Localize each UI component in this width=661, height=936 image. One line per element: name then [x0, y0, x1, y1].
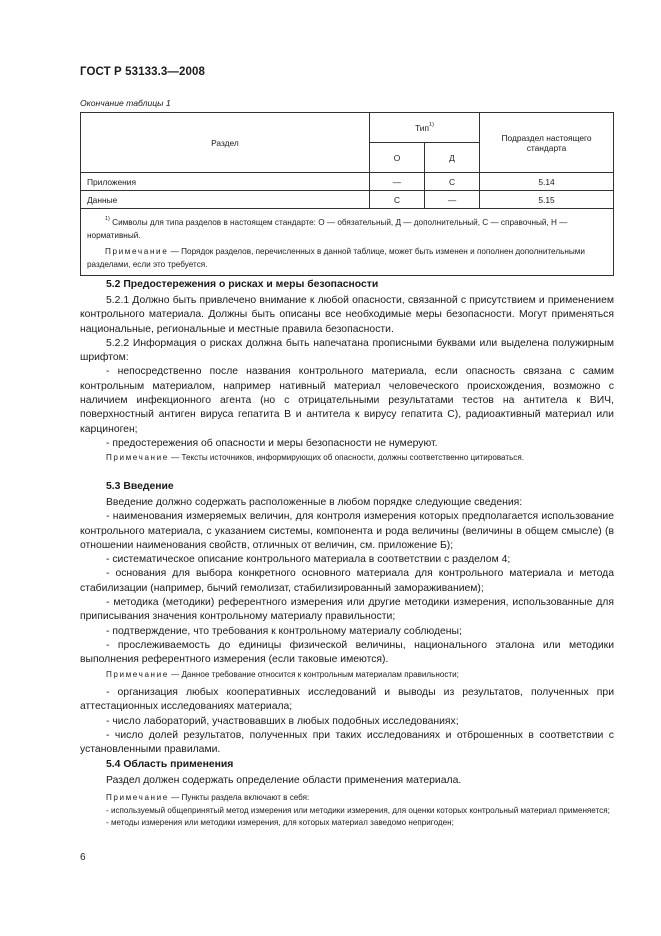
table-footnote-cell [81, 209, 614, 276]
list-item: - прослеживаемость до единицы физической величины, национального эталона или методики выполнения референтного измерения (если таковые имеются). [80, 639, 614, 666]
list-item: - непосредственно после названия контрольного материала, если опасность связана с самим контрольным материалом, например нативный материал человеческого происхождения, возможно с наличием инфекционного агента (но с отрицательными результатами тестов на антитела к ВИЧ, поверхностный антиген вируса гепатита В и антитела к вирусу гепатита С), радиоактивный материал или карциноген; [80, 366, 614, 435]
list-item: - подтверждение, что требования к контрольному материалу соблюдены; [106, 625, 462, 637]
list-item: - число долей результатов, полученных при таких исследованиях и отброшенных в соответствии с установленными правилами. [80, 729, 614, 756]
table-note: Примечание — Порядок разделов, перечисленных в данной таблице, может быть изменен и пополнен дополнительными разделами, если это требуется. [87, 247, 585, 269]
page-number: 6 [80, 852, 86, 863]
paragraph: Раздел должен содержать определение области применения материала. [106, 775, 462, 786]
section-5-3-body-cont [80, 686, 614, 757]
paragraph: Введение должно содержать расположенные в любом порядке следующие сведения: [106, 497, 523, 508]
note-5-3: Примечание — Данное требование относится к контрольным материалам правильности; [106, 670, 459, 679]
table-row [81, 173, 614, 191]
row-subsection: 5.15 [480, 191, 614, 209]
table-row [81, 191, 614, 209]
row-d: С [425, 173, 480, 191]
note-5-2: Примечание — Тексты источников, информирующих об опасности, должны соответственно цитироваться. [106, 453, 524, 462]
section-heading-5-4: 5.4 Область применения [106, 759, 234, 770]
list-item: - предостережения об опасности и меры безопасности не нумеруют. [106, 437, 438, 449]
sections-table [80, 112, 614, 276]
section-5-2-body [80, 294, 614, 451]
header-type: Тип$^{1)}$ [369, 113, 479, 143]
list-item: - организация любых кооперативных исследований и выводы из результатов, полученных при аттестационных исследованиях материала; [80, 687, 614, 713]
header-subsection: Подраздел настоящего стандарта [480, 113, 614, 173]
row-section: Приложения [81, 173, 370, 191]
header-type-o: О [369, 143, 424, 173]
note-5-4 [80, 792, 614, 830]
paragraph: 5.2.2 Информация о рисках должна быть напечатана прописными буквами или выделена полужирным шрифтом: [80, 337, 614, 364]
row-o: С [369, 191, 424, 209]
list-item: - систематическое описание контрольного материала в соответствии с разделом 4; [106, 554, 511, 566]
row-section: Данные [81, 191, 370, 209]
list-item: - наименования измеряемых величин, для контроля измерения которых предполагается использование контрольного материала, с указанием системы, компонента и рода величины (величины в общем смысле) (в отношении наименования свойств, отличных от величин, см. приложение Б); [80, 511, 614, 551]
table-caption: Окончание таблицы 1 [80, 98, 171, 108]
table-footnote: $^{1)}$ Символы для типа разделов в настоящем стандарте: О — обязательный, Д — дополнительный, С — справочный, Н — нормативный. [87, 216, 568, 240]
row-d: — [425, 191, 480, 209]
document-header: ГОСТ Р 53133.3—2008 [80, 66, 205, 78]
row-subsection: 5.14 [480, 173, 614, 191]
section-heading-5-3: 5.3 Введение [106, 481, 174, 492]
section-5-4-body [80, 774, 614, 788]
header-section: Раздел [81, 113, 370, 173]
list-item: - методика (методики) референтного измерения или другие методики измерения, использованные для приписывания значения контрольному материалу правильности; [80, 597, 614, 623]
section-5-3-body [80, 496, 614, 668]
list-item: - используемый общепринятый метод измерения или методики измерения, для оценки которых контрольный материал применяется; [106, 805, 610, 815]
list-item: - методы измерения или методики измерения, для которых материал заведомо непригоден; [106, 818, 454, 827]
list-item: - число лабораторий, участвовавших в любых подобных исследованиях; [106, 715, 459, 727]
row-o: — [369, 173, 424, 191]
footnote-marker: 1) [429, 122, 434, 128]
note-intro: Примечание — Пункты раздела включают в себя: [106, 793, 310, 802]
header-type-d: Д [425, 143, 480, 173]
list-item: - основания для выбора конкретного основного материала для контрольного материала и метода стабилизации (например, бычий гемолизат, стабилизированный замораживанием); [80, 568, 614, 594]
section-heading-5-2: 5.2 Предостережения о рисках и меры безопасности [106, 279, 379, 290]
paragraph: 5.2.1 Должно быть привлечено внимание к любой опасности, связанной с присутствием и применением контрольного материала. Должны быть описаны все необходимые меры безопасности. Могут применяться национальные, региональные и местные правила безопасности. [80, 295, 614, 335]
